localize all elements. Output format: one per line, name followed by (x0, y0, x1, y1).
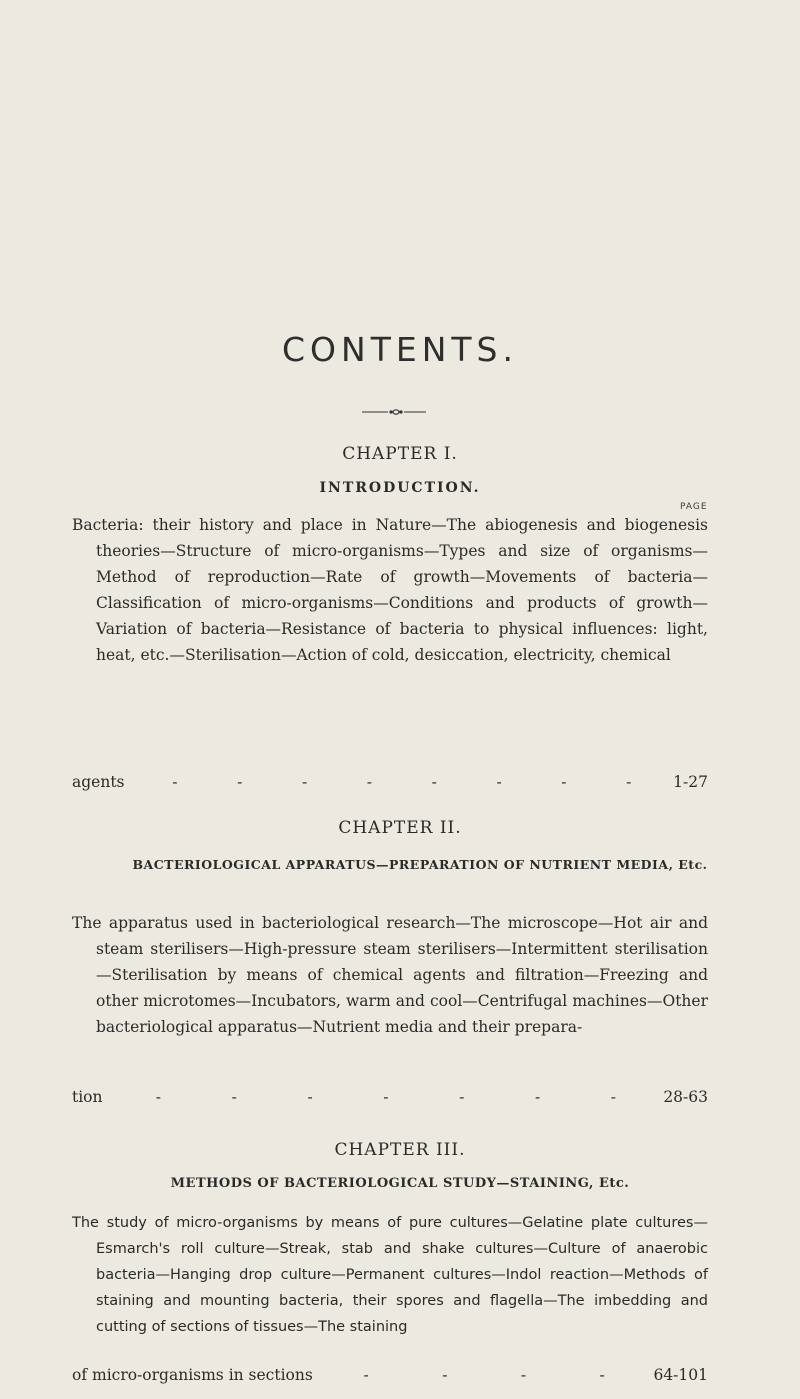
chapter-3-subtitle: METHODS OF BACTERIOLOGICAL STUDY—STAINING, Etc. (170, 1176, 630, 1191)
chapter-2-subtitle: BACTERIOLOGICAL APPARATUS—PREPARATION OF NUTRIENT MEDIA, Etc. (132, 857, 708, 872)
chapter-1-page-line (72, 773, 708, 799)
chapter-3-description: The study of micro-organisms by means of pure cultures—Gelatine plate cultures—Esmarch's roll culture—Streak, stab and shake cultures—Culture of anaerobic bacteria—Hanging drop culture—Permanent cultures—Indol reaction—Methods of staining and mounting bacteria, their spores and flagella—The imbedding and cutting of sections of tissues—The staining (72, 1215, 708, 1335)
chapter-3-page-line (72, 1366, 708, 1392)
page-title: CONTENTS. (282, 330, 518, 369)
chapter-3-heading: CHAPTER III. (334, 1140, 466, 1160)
ornament-divider (362, 408, 426, 416)
page-column-label: PAGE (680, 502, 708, 512)
chapter-2-leader-dots: - - - - - - - (155, 1088, 617, 1106)
chapter-1-heading: CHAPTER I. (342, 444, 458, 464)
chapter-3-pages: 64-101 (653, 1366, 708, 1384)
chapter-1-entry (72, 512, 708, 668)
chapter-2-last-word: tion (72, 1088, 103, 1106)
chapter-1-description: Bacteria: their history and place in Nature—The abiogenesis and biogenesis theories—Structure of micro-organisms—Types and size of organisms—Method of reproduction—Rate of growth—Movements of bacteria—Classification of micro-organisms—Conditions and products of growth—Variation of bacteria—Resistance of bacteria to physical influences: light, heat, etc.—Sterilisation—Action of cold, desiccation, electricity, chemical (72, 516, 708, 664)
chapter-1-last-word: agents (72, 773, 125, 791)
chapter-1-leader-dots: - - - - - - - - (172, 773, 632, 791)
chapter-3-leader-dots: - - - - (363, 1366, 605, 1384)
chapter-1-subtitle: INTRODUCTION. (319, 480, 481, 496)
chapter-2-pages: 28-63 (663, 1088, 708, 1106)
chapter-2-entry (72, 910, 708, 1040)
chapter-3-last-word: of micro-organisms in sections (72, 1366, 313, 1384)
chapter-2-description: The apparatus used in bacteriological research—The microscope—Hot air and steam sterilisers—High-pressure steam sterilisers—Intermittent sterilisation—Sterilisation by means of chemical agents and filtration—Freezing and other microtomes—Incubators, warm and cool—Centrifugal machines—Other bacteriological apparatus—Nutrient media and their prepara- (72, 914, 708, 1036)
chapter-2-page-line (72, 1088, 708, 1114)
chapter-2-heading: CHAPTER II. (338, 818, 462, 838)
chapter-3-entry (72, 1210, 708, 1340)
chapter-1-pages: 1-27 (673, 773, 708, 791)
